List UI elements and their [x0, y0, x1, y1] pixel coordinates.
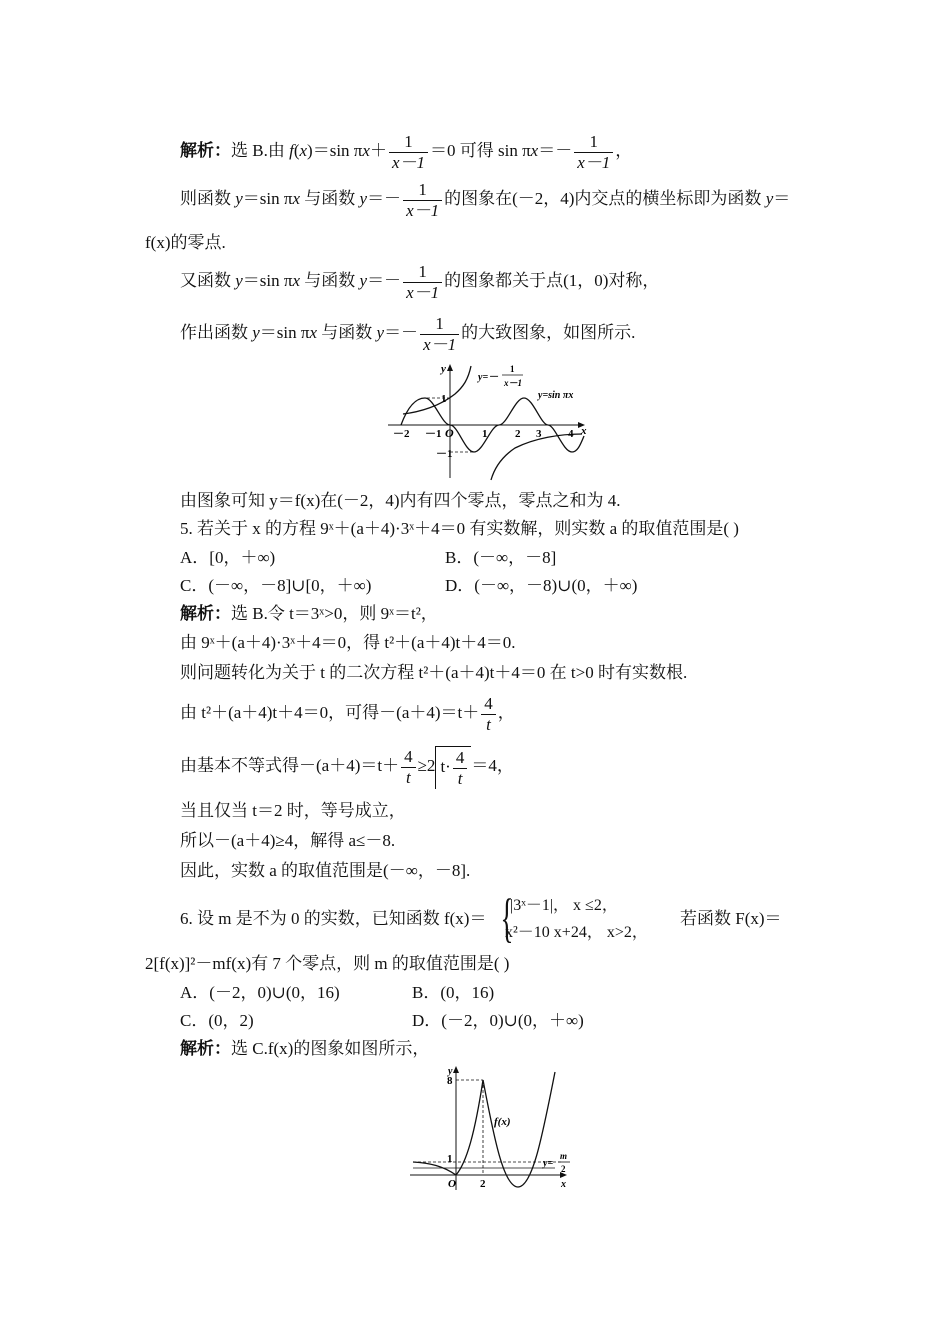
hyperbola-label-den: x－1	[504, 378, 523, 388]
p4-line-1: 解析：选 B.由 f(x)＝sin πx＋ $\frac{1}{x-1}$ ＝0 可得 sin πx＝－ $\frac{1}{x-1}$ ，	[180, 131, 633, 172]
figure-piecewise-fx	[405, 1062, 575, 1194]
fx-exp-branch	[456, 1080, 483, 1175]
q6-stem-b: 若函数 F(x)＝	[680, 909, 782, 928]
q5-solution-8: 因此，实数 a 的取值范围是(－∞，－8].	[180, 861, 471, 880]
q5-option-c: C．(－∞，－8]∪[0，＋∞)	[180, 576, 372, 595]
fraction: $\frac{1}{x-1}$	[389, 132, 428, 173]
q6-solution-1: 解析：选 C.f(x)的图象如图所示，	[180, 1039, 430, 1058]
x-label: x	[561, 1179, 566, 1190]
y-label: y	[448, 1066, 453, 1077]
q5-option-b: B．(－∞，－8]	[445, 548, 557, 567]
hyperbola-right	[491, 434, 582, 480]
hyperbola-label: y=－	[478, 372, 499, 383]
q5-solution-6: 当且仅当 t＝2 时，等号成立，	[180, 801, 406, 820]
q5-stem: 5. 若关于 x 的方程 9ˣ＋(a＋4)·3ˣ＋4＝0 有实数解，则实数 a 的取值范围是( )	[180, 519, 739, 538]
fraction: $\frac{4}{t}$	[453, 748, 468, 789]
fraction: $\frac{1}{x-1}$	[574, 132, 613, 173]
x-tick-label: 3	[536, 428, 542, 440]
p4-line-3: f(x)的零点.	[145, 233, 226, 252]
ym2-label: y=	[543, 1158, 554, 1169]
y-arrow	[453, 1066, 459, 1073]
q6-option-a: A．(－2，0)∪(0，16)	[180, 983, 340, 1002]
p4-line-2: 则函数 y＝sin πx 与函数 y＝－ $\frac{1}{x-1}$ 的图象在(－2，4)内交点的横坐标即为函数 y＝	[180, 179, 791, 220]
q5-solution-2: 由 9ˣ＋(a＋4)·3ˣ＋4＝0，得 t²＋(a＋4)t＋4＝0.	[180, 633, 516, 652]
sqrt-sign: t· $\frac{4}{t}$	[435, 746, 471, 789]
q5-solution-3: 则问题转化为关于 t 的二次方程 t²＋(a＋4)t＋4＝0 在 t>0 时有实数根.	[180, 663, 688, 682]
y-label: y	[441, 363, 446, 375]
solution-label: 解析：	[180, 604, 231, 623]
piecewise-brace: {	[500, 888, 514, 948]
hyperbola-left	[403, 366, 471, 414]
x-tick-label: －1	[425, 428, 442, 440]
fraction: $\frac{4}{t}$	[401, 747, 416, 788]
q6-case-1: |3ˣ－1|， x ≤2，	[510, 897, 618, 914]
fraction: $\frac{1}{x-1}$	[403, 180, 442, 221]
q5-solution-1: 解析：选 B.令 t＝3ˣ>0，则 9ˣ＝t²，	[180, 604, 438, 623]
sin-label: y=sin πx	[538, 390, 574, 401]
q6-option-d: D．(－2，0)∪(0，＋∞)	[412, 1011, 584, 1030]
solution-label: 解析：	[180, 141, 231, 160]
q6-option-b: B．(0，16)	[412, 983, 495, 1002]
origin-label: O	[445, 426, 454, 440]
origin-label: O	[448, 1178, 456, 1190]
ym2-den: 2	[561, 1164, 566, 1174]
figure-sin-hyperbola	[385, 358, 600, 483]
x-tick-label: 4	[568, 428, 574, 440]
p4-line-4: 又函数 y＝sin πx 与函数 y＝－ $\frac{1}{x-1}$ 的图象都关于点(1，0)对称，	[180, 261, 660, 302]
x-tick-label: －2	[393, 428, 410, 440]
q6-case-2: x²－10 x+24， x>2，	[505, 924, 648, 941]
solution-label: 解析：	[180, 1039, 231, 1058]
y-arrow	[447, 364, 453, 371]
x-tick-2: 2	[480, 1178, 486, 1190]
q5-solution-4: 由 t²＋(a＋4)t＋4＝0，可得－(a＋4)＝t＋ $\frac{4}{t}$ ，	[180, 693, 515, 734]
x-tick-label: 1	[482, 428, 488, 440]
q5-option-a: A．[0，＋∞)	[180, 548, 276, 567]
q6-option-c: C．(0，2)	[180, 1011, 254, 1030]
p4-line-5: 作出函数 y＝sin πx 与函数 y＝－ $\frac{1}{x-1}$ 的大致图象，如图所示.	[180, 313, 636, 354]
p4-conclusion: 由图象可知 y＝f(x)在(－2，4)内有四个零点，零点之和为 4.	[180, 491, 621, 510]
ym2-num: m	[560, 1151, 568, 1161]
x-label: x	[581, 425, 587, 437]
q5-solution-7: 所以－(a＋4)≥4，解得 a≤－8.	[180, 831, 396, 850]
x-tick-label: 2	[515, 428, 521, 440]
y-tick-label: －1	[436, 448, 453, 460]
q6-stem-a: 6. 设 m 是不为 0 的实数，已知函数 f(x)＝	[180, 909, 487, 928]
q5-option-d: D．(－∞，－8)∪(0，＋∞)	[445, 576, 638, 595]
q6-stem-c: 2[f(x)]²－mf(x)有 7 个零点，则 m 的取值范围是( )	[145, 954, 510, 973]
q5-solution-5: 由基本不等式得－(a＋4)＝t＋ $\frac{4}{t}$ ≥2 t· $\frac{4}{t}$ ＝4，	[180, 746, 514, 788]
y-tick-1: 1	[447, 1153, 453, 1165]
hyperbola-label-num: 1	[510, 364, 515, 374]
fx-parabola	[483, 1072, 555, 1187]
fraction: $\frac{1}{x-1}$	[420, 314, 459, 355]
y-tick-8: 8	[447, 1075, 453, 1087]
fraction: $\frac{1}{x-1}$	[403, 262, 442, 303]
fraction: $\frac{4}{t}$	[481, 694, 496, 735]
y-tick-label: 1	[441, 393, 447, 405]
fx-label: f(x)	[494, 1116, 511, 1128]
